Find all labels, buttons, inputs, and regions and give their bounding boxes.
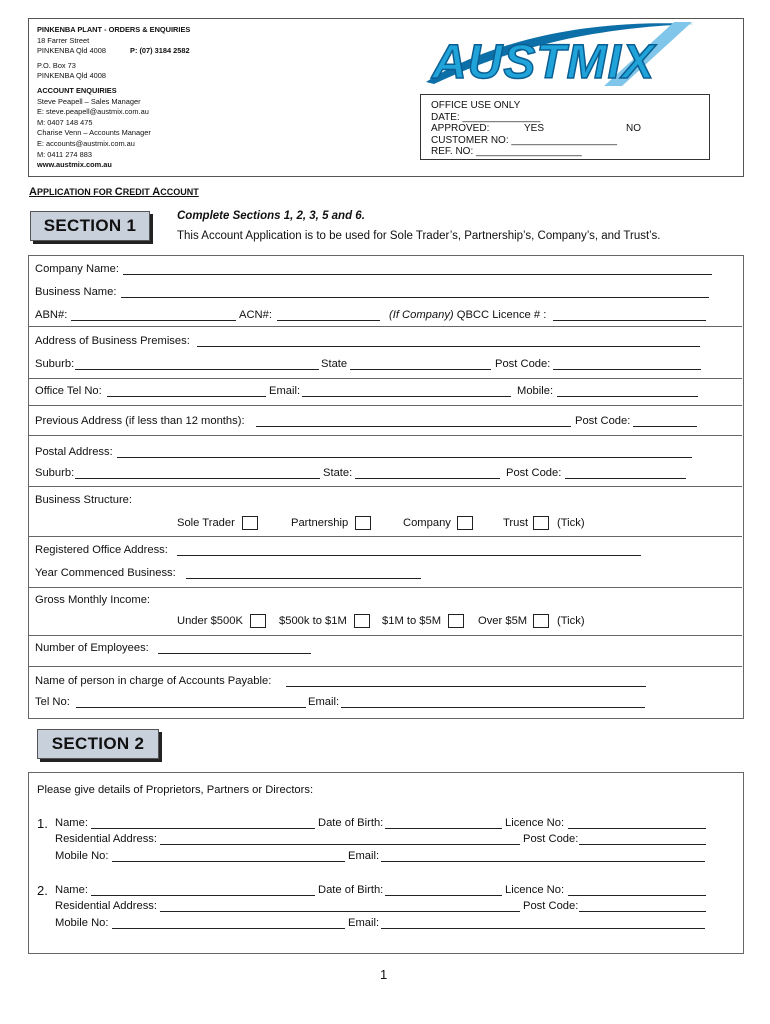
dob-label: Date of Birth: [318, 884, 384, 896]
address-line: E: steve.peapell@austmix.com.au [37, 107, 149, 117]
res-postcode-input[interactable] [579, 844, 706, 845]
accounts-payable-label: Name of person in charge of Accounts Payable: [35, 675, 272, 687]
sole-trader-label: Sole Trader [177, 517, 235, 529]
mobile-no-label: Mobile No: [55, 917, 109, 929]
dob-input[interactable] [385, 828, 502, 829]
tick-hint: (Tick) [557, 615, 585, 627]
divider [29, 666, 742, 667]
mobile-input[interactable] [557, 396, 698, 397]
employees-input[interactable] [158, 653, 311, 654]
address-line: Steve Peapell – Sales Manager [37, 96, 141, 106]
state-label: State [321, 358, 348, 370]
tel-no-input[interactable] [76, 707, 306, 708]
address-line: M: 0407 148 475 [37, 117, 93, 127]
divider [29, 587, 742, 588]
suburb-label: Suburb: [35, 358, 75, 370]
accounts-payable-input[interactable] [286, 686, 646, 687]
abn-input[interactable] [71, 320, 236, 321]
postal-state-input[interactable] [355, 478, 500, 479]
suburb-input[interactable] [75, 369, 319, 370]
address-line: P.O. Box 73 [37, 60, 76, 70]
tick-hint: (Tick) [557, 517, 585, 529]
document-title: APPLICATION FOR CREDIT ACCOUNT [29, 186, 199, 198]
postal-suburb-label: Suburb: [35, 467, 75, 479]
divider [29, 536, 742, 537]
section-2-frame [28, 772, 744, 954]
proprietor-name-label: Name: [55, 817, 88, 829]
tel-no-label: Tel No: [35, 696, 70, 708]
sole-trader-checkbox[interactable] [242, 516, 258, 530]
address-line: 18 Farrer Street [37, 35, 90, 45]
approved-no[interactable]: NO [626, 123, 641, 134]
phone-number: P: (07) 3184 2582 [130, 46, 190, 56]
res-postcode-label: Post Code: [523, 900, 579, 912]
postal-address-input[interactable] [117, 457, 692, 458]
entry-email-label: Email: [348, 917, 380, 929]
postcode-input[interactable] [553, 369, 701, 370]
ap-email-label: Email: [308, 696, 340, 708]
address-line: ACCOUNT ENQUIRIES [37, 85, 117, 95]
website: www.austmix.com.au [37, 160, 112, 170]
partnership-label: Partnership [291, 517, 349, 529]
qbcc-label: (If Company) QBCC Licence # : [389, 309, 547, 321]
section-2-label: SECTION 2 [37, 729, 159, 759]
address-line: PINKENBA Qld 4008 [37, 71, 107, 81]
mobile-no-input[interactable] [112, 928, 345, 929]
income-under-500k-checkbox[interactable] [250, 614, 266, 628]
trust-label: Trust [503, 517, 529, 529]
address-line: Charise Venn – Accounts Manager [37, 128, 151, 138]
approved-yes[interactable]: YES [524, 123, 545, 134]
employees-label: Number of Employees: [35, 642, 149, 654]
company-label: Company [403, 517, 451, 529]
address-line: M: 0411 274 883 [37, 149, 92, 159]
postal-postcode-input[interactable] [565, 478, 686, 479]
office-tel-label: Office Tel No: [35, 385, 102, 397]
residential-input[interactable] [160, 844, 520, 845]
state-input[interactable] [350, 369, 491, 370]
residential-label: Residential Address: [55, 833, 157, 845]
approved-label: APPROVED: [431, 123, 490, 134]
dob-input[interactable] [385, 895, 502, 896]
company-name-label: Company Name: [35, 263, 119, 275]
registered-office-label: Registered Office Address: [35, 544, 168, 556]
income-500k-1m-label: $500k to $1M [279, 615, 347, 627]
office-date-field[interactable]: DATE: ______________ [431, 111, 541, 123]
income-over-5m-label: Over $5M [478, 615, 528, 627]
divider [29, 635, 742, 636]
qbcc-input[interactable] [553, 320, 706, 321]
previous-address-input[interactable] [256, 426, 571, 427]
address-line: PINKENBA Qld 4008 [37, 46, 107, 56]
section-1-instruction: Complete Sections 1, 2, 3, 5 and 6. [177, 210, 365, 222]
entry-number: 2. [37, 883, 48, 898]
customer-no-field[interactable]: CUSTOMER NO: ___________________ [431, 134, 618, 146]
res-postcode-input[interactable] [579, 911, 706, 912]
dob-label: Date of Birth: [318, 817, 384, 829]
premises-address-label: Address of Business Premises: [35, 335, 190, 347]
abn-label: ABN#: [35, 309, 68, 321]
email-label: Email: [269, 385, 301, 397]
divider [29, 435, 742, 436]
licence-label: Licence No: [505, 884, 565, 896]
registered-office-input[interactable] [177, 555, 641, 556]
business-structure-label: Business Structure: [35, 494, 133, 506]
logo-text: AUSTMIX [432, 36, 655, 89]
previous-postcode-input[interactable] [633, 426, 697, 427]
proprietor-name-input[interactable] [91, 828, 315, 829]
section-1-note: This Account Application is to be used for Sole Trader’s, Partnership’s, Company’s, and Trust’s. [177, 230, 661, 242]
licence-label: Licence No: [505, 817, 565, 829]
trust-checkbox[interactable] [533, 516, 549, 530]
year-commenced-label: Year Commenced Business: [35, 567, 176, 579]
entry-email-input[interactable] [381, 861, 705, 862]
income-1m-5m-label: $1M to $5M [382, 615, 442, 627]
mobile-no-input[interactable] [112, 861, 345, 862]
residential-input[interactable] [160, 911, 520, 912]
postcode-label: Post Code: [495, 358, 551, 370]
entry-number: 1. [37, 816, 48, 831]
postal-state-label: State: [323, 467, 353, 479]
proprietor-name-input[interactable] [91, 895, 315, 896]
previous-address-label: Previous Address (if less than 12 months): [35, 415, 245, 427]
address-line: E: accounts@austmix.com.au [37, 138, 135, 148]
divider [29, 326, 742, 327]
divider [29, 405, 742, 406]
licence-input[interactable] [568, 895, 706, 896]
ref-no-field[interactable]: REF. NO: ___________________ [431, 146, 582, 157]
office-use-box [420, 94, 710, 160]
office-tel-input[interactable] [107, 396, 266, 397]
res-postcode-label: Post Code: [523, 833, 579, 845]
residential-label: Residential Address: [55, 900, 157, 912]
section-1-label: SECTION 1 [30, 211, 150, 241]
page-number: 1 [380, 967, 388, 982]
licence-input[interactable] [568, 828, 706, 829]
income-500k-1m-checkbox[interactable] [354, 614, 370, 628]
company-name-input[interactable] [123, 274, 712, 275]
year-commenced-input[interactable] [186, 578, 421, 579]
gross-income-label: Gross Monthly Income: [35, 594, 151, 606]
divider [29, 486, 742, 487]
acn-label: ACN#: [239, 309, 272, 321]
address-line: PINKENBA PLANT - ORDERS & ENQUIRIES [37, 25, 191, 34]
office-use-heading: OFFICE USE ONLY [431, 100, 521, 111]
postal-postcode-label: Post Code: [506, 467, 562, 479]
divider [29, 378, 742, 379]
mobile-label: Mobile: [517, 385, 554, 397]
austmix-logo [416, 20, 696, 90]
mobile-no-label: Mobile No: [55, 850, 109, 862]
business-name-label: Business Name: [35, 286, 117, 298]
income-1m-5m-checkbox[interactable] [448, 614, 464, 628]
email-input[interactable] [302, 396, 511, 397]
income-under-500k-label: Under $500K [177, 615, 243, 627]
postal-address-label: Postal Address: [35, 446, 113, 458]
partnership-checkbox[interactable] [355, 516, 371, 530]
entry-email-label: Email: [348, 850, 380, 862]
proprietor-name-label: Name: [55, 884, 88, 896]
business-name-input[interactable] [121, 297, 709, 298]
postal-suburb-input[interactable] [75, 478, 320, 479]
proprietors-prompt: Please give details of Proprietors, Partners or Directors: [37, 784, 314, 796]
ap-email-input[interactable] [341, 707, 645, 708]
company-checkbox[interactable] [457, 516, 473, 530]
entry-email-input[interactable] [381, 928, 705, 929]
acn-input[interactable] [277, 320, 380, 321]
company-address-block [37, 25, 190, 171]
income-over-5m-checkbox[interactable] [533, 614, 549, 628]
premises-address-input[interactable] [197, 346, 700, 347]
previous-postcode-label: Post Code: [575, 415, 631, 427]
